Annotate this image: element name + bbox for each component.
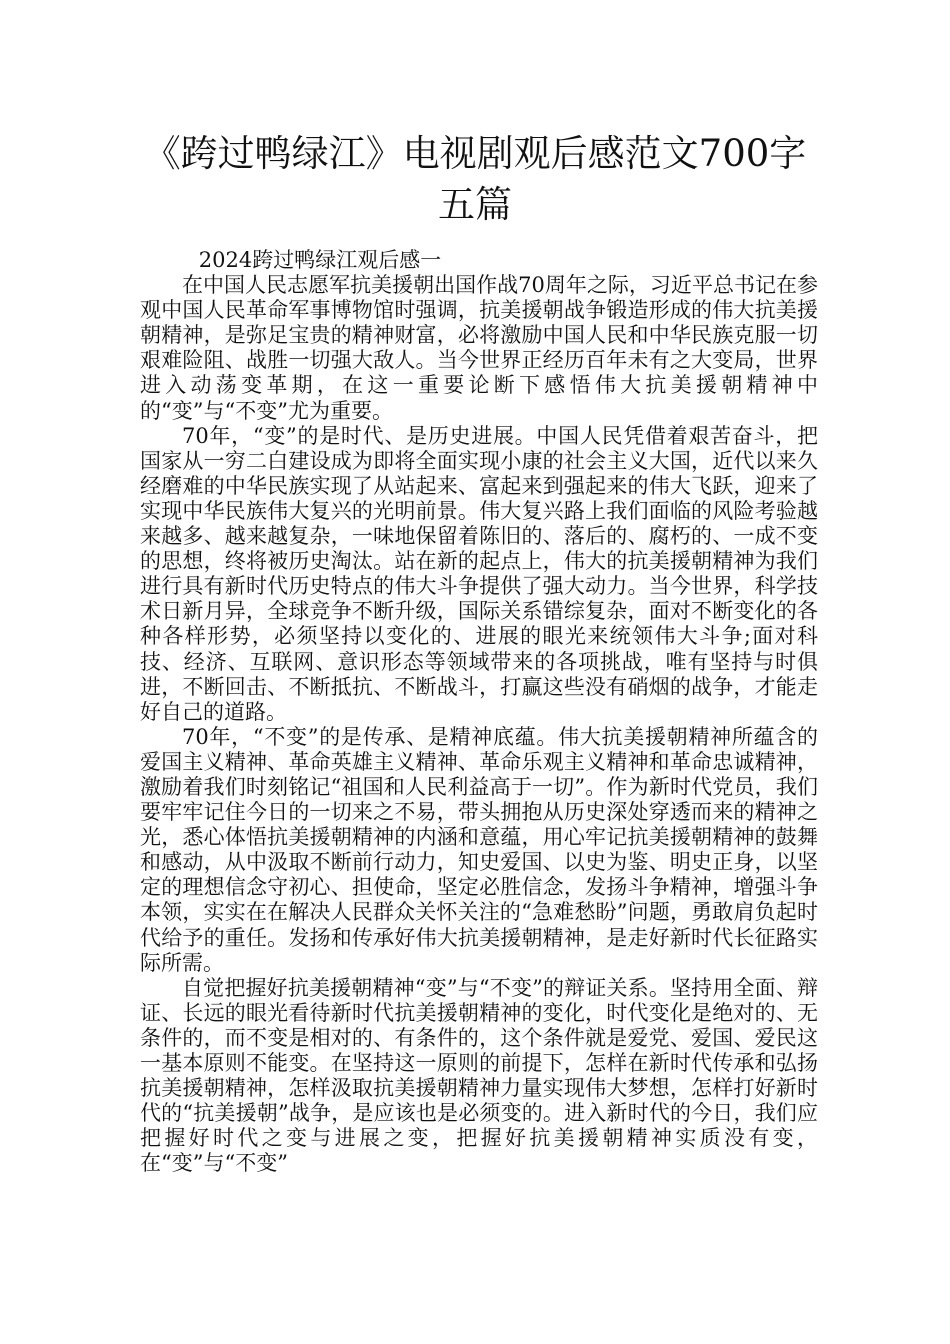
document-body — [140, 248, 818, 1176]
paragraph-1: 在中国人民志愿军抗美援朝出国作战70周年之际，习近平总书记在参观中国人民革命军事博物馆时强调，抗美援朝战争锻造形成的伟大抗美援朝精神，是弥足宝贵的精神财富，必将激励中国人民和中华民族克服一切艰难险阻、战胜一切强大敌人。当今世界正经历百年未有之大变局，世界进入动荡变革期，在这一重要论断下感悟伟大抗美援朝精神中的“变”与“不变”尤为重要。 — [140, 273, 818, 423]
title-line-2: 五篇 — [438, 183, 512, 226]
title-line-1: 《跨过鸭绿江》电视剧观后感范文700字 — [143, 132, 807, 175]
section-subheading: 2024跨过鸭绿江观后感一 — [198, 248, 442, 272]
paragraph-3: 70年，“不变”的是传承、是精神底蕴。伟大抗美援朝精神所蕴含的爱国主义精神、革命英雄主义精神、革命乐观主义精神和革命忠诚精神，激励着我们时刻铭记“祖国和人民利益高于一切”。作为新时代党员，我们要牢牢记住今日的一切来之不易，带头拥抱从历史深处穿透而来的精神之光，悉心体悟抗美援朝精神的内涵和意蕴，用心牢记抗美援朝精神的鼓舞和感动，从中汲取不断前行动力，知史爱国、以史为鉴、明史正身，以坚定的理想信念守初心、担使命，坚定必胜信念，发扬斗争精神，增强斗争本领，实实在在解决人民群众关怀关注的“急难愁盼”问题，勇敢肩负起时代给予的重任。发扬和传承好伟大抗美援朝精神，是走好新时代长征路实际所需。 — [140, 724, 818, 975]
paragraph-4: 自觉把握好抗美援朝精神“变”与“不变”的辩证关系。坚持用全面、辩证、长远的眼光看待新时代抗美援朝精神的变化，时代变化是绝对的、无条件的，而不变是相对的、有条件的，这个条件就是爱党、爱国、爱民这一基本原则不能变。在坚持这一原则的前提下，怎样在新时代传承和弘扬抗美援朝精神，怎样汲取抗美援朝精神力量实现伟大梦想，怎样打好新时代的“抗美援朝”战争，是应该也是必须变的。进入新时代的今日，我们应把握好时代之变与进展之变，把握好抗美援朝精神实质没有变，在“变”与“不变” — [140, 975, 818, 1176]
paragraph-2: 70年，“变”的是时代、是历史进展。中国人民凭借着艰苦奋斗，把国家从一穷二白建设成为即将全面实现小康的社会主义大国，近代以来久经磨难的中华民族实现了从站起来、富起来到强起来的伟大飞跃，迎来了实现中华民族伟大复兴的光明前景。伟大复兴路上我们面临的风险考验越来越多、越来越复杂，一味地保留着陈旧的、落后的、腐朽的、一成不变的思想，终将被历史淘汰。站在新的起点上，伟大的抗美援朝精神为我们进行具有新时代历史特点的伟大斗争提供了强大动力。当今世界，科学技术日新月异，全球竞争不断升级，国际关系错综复杂，面对不断变化的各种各样形势，必须坚持以变化的、进展的眼光来统领伟大斗争;面对科技、经济、互联网、意识形态等领域带来的各项挑战，唯有坚持与时俱进，不断回击、不断抵抗、不断战斗，打赢这些没有硝烟的战争，才能走好自己的道路。 — [140, 423, 818, 724]
document-title — [140, 128, 810, 230]
